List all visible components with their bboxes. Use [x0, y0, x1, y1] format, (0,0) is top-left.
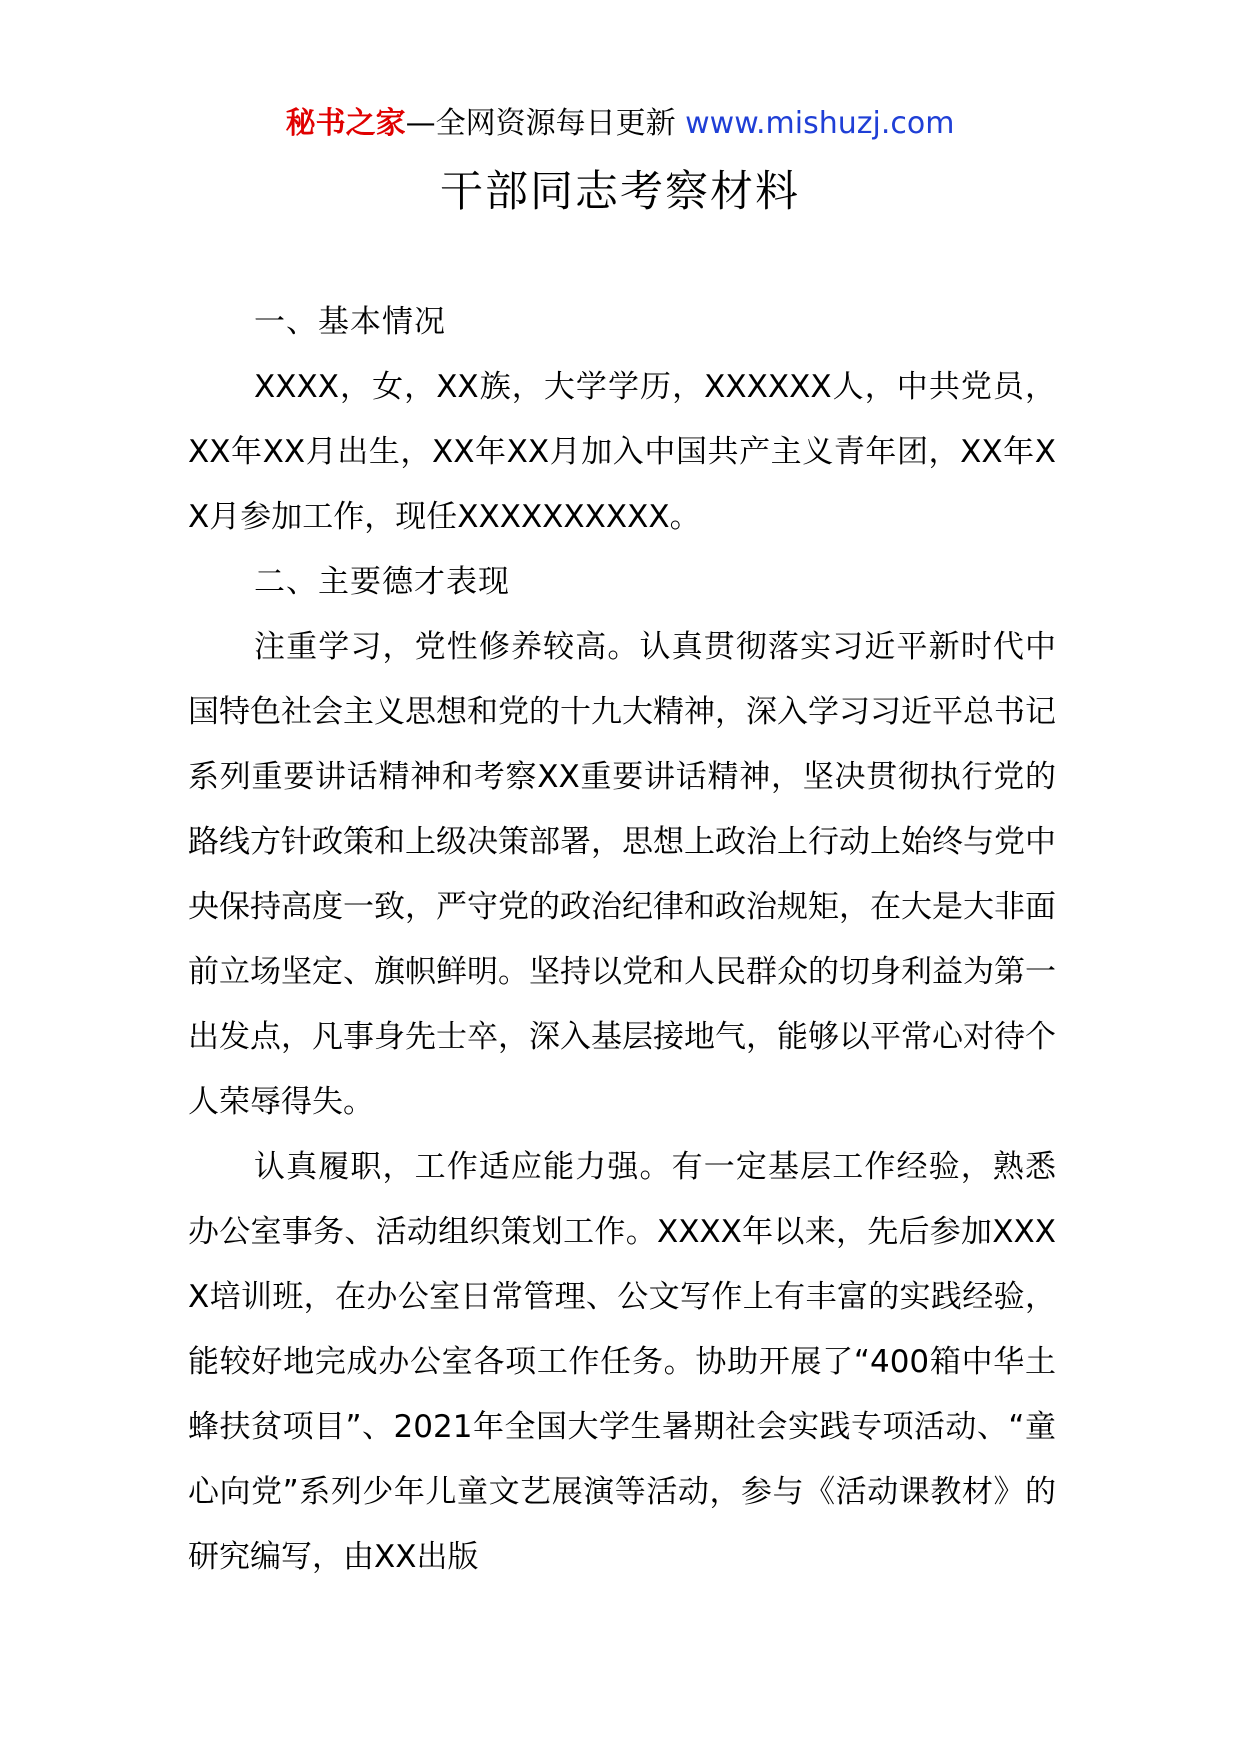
document-body [188, 290, 1056, 1590]
site-header [0, 102, 1240, 146]
section-heading-performance: 二、主要德才表现 [254, 564, 510, 600]
section-heading-basic: 一、基本情况 [254, 304, 446, 340]
paragraph-work: 认真履职，工作适应能力强。有一定基层工作经验，熟悉办公室事务、活动组织策划工作。XXXX年以来，先后参加XXXX培训班，在办公室日常管理、公文写作上有丰富的实践经验，能较好地完成办公室各项工作任务。协助开展了“400箱中华土蜂扶贫项目”、2021年全国大学生暑期社会实践专项活动、“童心向党”系列少年儿童文艺展演等活动，参与《活动课教材》的研究编写，由XX出版 [188, 1149, 1056, 1575]
site-url-link[interactable]: www.mishuzj.com [685, 106, 955, 141]
brand-name: 秘书之家 [285, 106, 406, 141]
paragraph-study: 注重学习，党性修养较高。认真贯彻落实习近平新时代中国特色社会主义思想和党的十九大精神，深入学习习近平总书记系列重要讲话精神和考察XX重要讲话精神，坚决贯彻执行党的路线方针政策和上级决策部署，思想上政治上行动上始终与党中央保持高度一致，严守党的政治纪律和政治规矩，在大是大非面前立场坚定、旗帜鲜明。坚持以党和人民群众的切身利益为第一出发点，凡事身先士卒，深入基层接地气，能够以平常心对待个人荣辱得失。 [188, 629, 1056, 1120]
paragraph-basic-info: XXXX，女，XX族，大学学历，XXXXXX人，中共党员，XX年XX月出生，XX年XX月加入中国共产主义青年团，XX年XX月参加工作，现任XXXXXXXXXX。 [188, 369, 1056, 535]
header-tagline: —全网资源每日更新 [405, 106, 676, 141]
document-title: 干部同志考察材料 [440, 167, 800, 217]
